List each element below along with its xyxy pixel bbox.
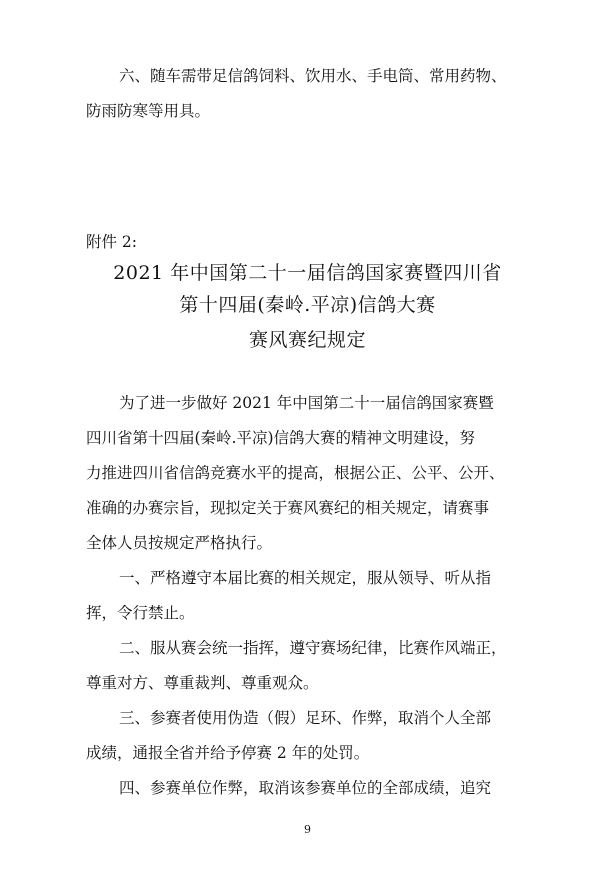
page-number: 9: [304, 823, 311, 836]
intro-line: 力推进四川省信鸽竞赛水平的提高，根据公正、公平、公开、: [86, 464, 505, 482]
intro-line: 全体人员按规定严格执行。: [86, 534, 273, 552]
item6-line2: 防雨防寒等用具。: [86, 102, 211, 120]
rule-4-line: 四、参赛单位作弊，取消该参赛单位的全部成绩，追究: [119, 779, 492, 797]
rule-2-line: 尊重对方、尊重裁判、尊重观众。: [86, 674, 319, 692]
intro-line: 四川省第十四届(秦岭.平凉)信鸽大赛的精神文明建设，努: [86, 429, 476, 447]
rule-1-line: 一、严格遵守本届比赛的相关规定，服从领导、听从指: [119, 569, 492, 587]
intro-line: 为了进一步做好 2021 年中国第二十一届信鸽国家赛暨: [119, 394, 494, 412]
attachment-label: 附件 2:: [86, 233, 138, 251]
document-title-line3: 赛风赛纪规定: [248, 329, 366, 351]
rule-2-line: 二、服从赛会统一指挥，遵守赛场纪律，比赛作风端正，: [119, 639, 507, 657]
document-title-line2: 第十四届(秦岭.平凉)信鸽大赛: [179, 294, 436, 316]
rule-3-line: 成绩，通报全省并给予停赛 2 年的处罚。: [86, 744, 370, 762]
rule-3-line: 三、参赛者使用伪造（假）足环、作弊，取消个人全部: [119, 709, 492, 727]
intro-line: 准确的办赛宗旨，现拟定关于赛风赛纪的相关规定，请赛事: [86, 499, 490, 517]
item6-line1: 六、随车需带足信鸽饲料、饮用水、手电筒、常用药物、: [119, 67, 507, 85]
rule-1-line: 挥，令行禁止。: [86, 604, 195, 622]
document-title-line1: 2021 年中国第二十一届信鸽国家赛暨四川省: [113, 262, 502, 284]
